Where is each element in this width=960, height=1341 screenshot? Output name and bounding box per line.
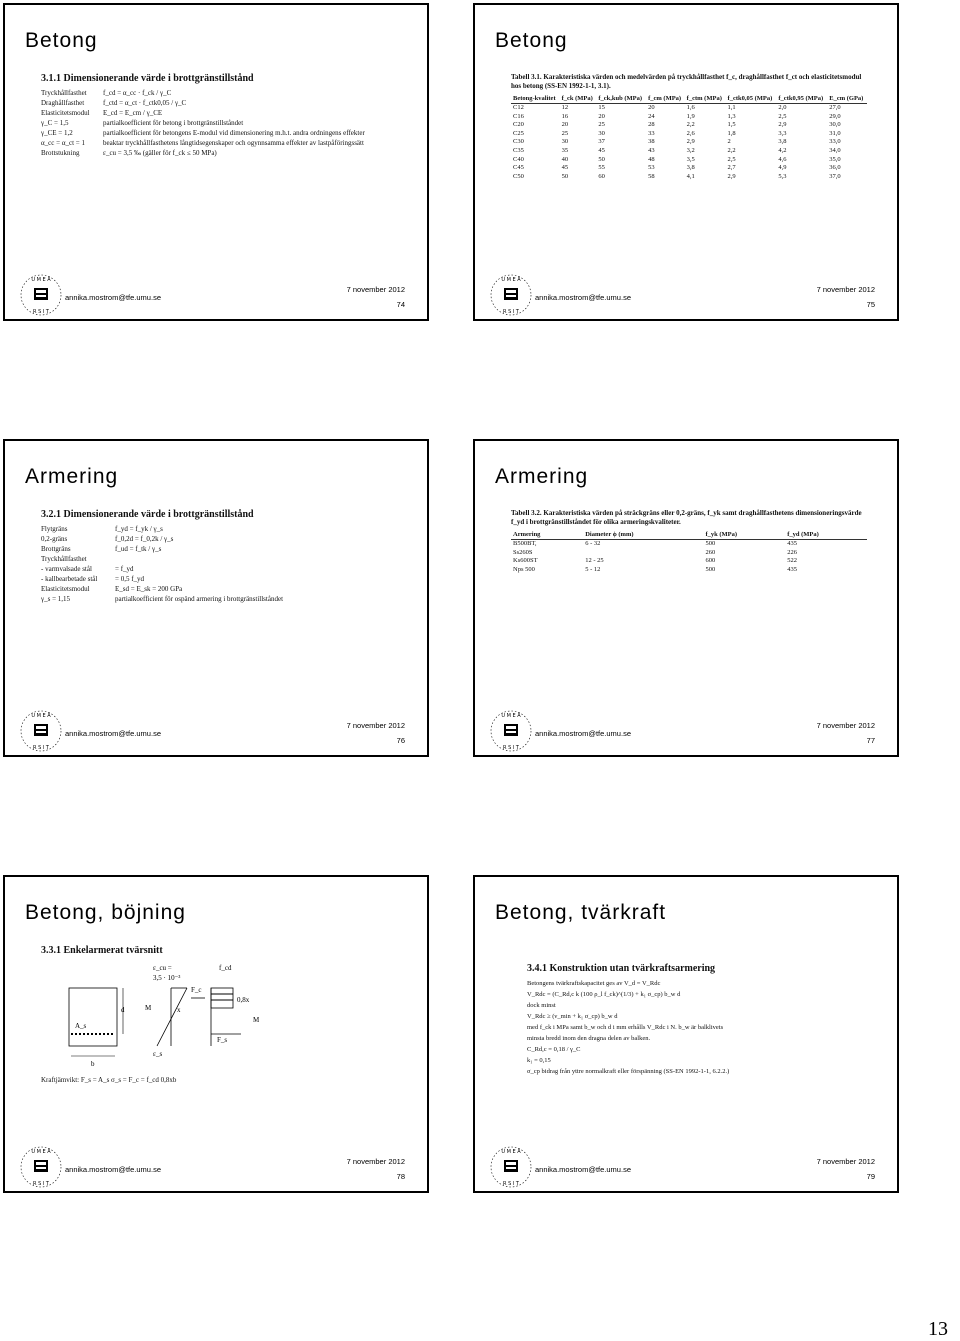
slide-number: 79 <box>866 1172 875 1181</box>
table-header-cell: Betong-kvalitet <box>511 94 560 104</box>
definition-value: partialkoefficient för betongens E-modul vid dimensionering m.h.t. andra ordningens effekter <box>103 129 365 137</box>
table-cell: 2,5 <box>727 155 736 163</box>
table-cell: 50 <box>598 155 605 163</box>
definition-term: Tryckhållfasthet <box>41 555 87 563</box>
diagram-label: b <box>91 1060 95 1068</box>
table-cell: 45 <box>561 164 569 172</box>
definition-value: partialkoefficient för betong i brottgränstillståndet <box>103 119 244 127</box>
slide <box>3 3 429 321</box>
table-cell: 500 <box>705 565 716 573</box>
table-cell: 5 - 12 <box>585 565 601 573</box>
slide-number: 78 <box>396 1172 405 1181</box>
table-cell: 29,0 <box>829 112 841 120</box>
slide <box>3 439 429 757</box>
table-cell: 35 <box>561 146 569 154</box>
formula-line: V_Rdc ≥ (ν_min + k₁ σ_cp) b_w d <box>527 1013 618 1020</box>
svg-text:R S I T: R S I T <box>503 1181 519 1187</box>
definition-term: Draghållfasthet <box>41 99 85 107</box>
slide-title: Armering <box>495 465 589 488</box>
definition-row <box>41 88 397 98</box>
slide-content <box>41 509 397 689</box>
table-row <box>511 557 867 566</box>
definition-row <box>41 554 397 564</box>
diagram-label: M <box>145 1004 152 1012</box>
definition-term: γ_C = 1,5 <box>41 119 69 127</box>
university-logo-icon <box>489 709 533 753</box>
slide-number: 77 <box>866 736 875 745</box>
table-cell: C50 <box>513 172 524 180</box>
footer-logo <box>489 273 533 317</box>
table-cell: 20 <box>598 112 605 120</box>
formula-line: minsta bredd inom den dragna delen av balken. <box>527 1035 651 1042</box>
table-cell: 2,2 <box>686 121 695 129</box>
data-table <box>511 94 867 181</box>
footer-date: 7 november 2012 <box>816 721 875 730</box>
table-row <box>511 104 867 113</box>
slide <box>3 875 429 1193</box>
slide-content <box>511 73 867 253</box>
table-cell: Ks600ST <box>513 557 538 565</box>
table-cell: 260 <box>705 548 716 556</box>
table-cell: 2,2 <box>727 146 736 154</box>
slide-number: 76 <box>396 736 405 745</box>
table-cell: 5,3 <box>778 172 787 180</box>
table-cell: 1,3 <box>727 112 736 120</box>
table-header-cell: f_yd (MPa) <box>785 530 867 540</box>
definition-term: - kallbearbetade stål <box>41 575 98 583</box>
definition-value: ε_cu = 3,5 ‰ (gäller för f_ck ≤ 50 MPa) <box>103 149 217 157</box>
table-cell: 43 <box>648 146 655 154</box>
definition-value: f_ctd = α_ct · f_ctk0,05 / γ_C <box>103 99 187 107</box>
definition-term: - varmvalsade stål <box>41 565 92 573</box>
formula-line: V_Rdc = (C_Rd,c k (100 ρ_l f_ck)^(1/3) + k₁ σ_cp) b_w d <box>527 991 681 998</box>
formula-line: k₁ = 0,15 <box>527 1057 551 1064</box>
definition-term: γ_CE = 1,2 <box>41 129 73 137</box>
table-cell: 12 <box>561 104 569 111</box>
table-cell: 2,0 <box>778 104 787 111</box>
definition-value: = 0,5 f_yd <box>115 575 145 583</box>
definition-value: f_yd = f_yk / γ_s <box>115 525 163 533</box>
footer-logo <box>489 1145 533 1189</box>
table-cell: 33 <box>648 129 655 137</box>
table-row <box>511 540 867 549</box>
slide-content <box>511 509 867 689</box>
table-cell: C25 <box>513 129 524 137</box>
svg-text:U M E Å: U M E Å <box>501 277 521 283</box>
diagram-label: d <box>121 1006 125 1014</box>
formula-line: Betongens tvärkraftskapacitet ges av V_d = V_Rdc <box>527 980 661 987</box>
table-cell: 226 <box>787 548 797 556</box>
formula-line: C_Rd,c = 0,18 / γ_C <box>527 1046 581 1053</box>
table-cell: 27,0 <box>829 104 841 111</box>
table-cell: 25 <box>561 129 569 137</box>
table-cell: 25 <box>598 121 605 129</box>
table-cell: 16 <box>561 112 569 120</box>
definition-value: E_sd = E_sk = 200 GPa <box>115 585 183 593</box>
definition-row <box>41 534 397 544</box>
table-cell: Nps 500 <box>513 565 535 573</box>
table-cell: 4,2 <box>778 146 787 154</box>
cross-section-diagram <box>41 960 281 1070</box>
definition-row <box>41 128 397 138</box>
diagram-label: F_s <box>217 1036 228 1044</box>
footer-email: annika.mostrom@tfe.umu.se <box>65 729 161 738</box>
table-cell: C20 <box>513 121 524 129</box>
table-cell: Ss260S <box>513 548 533 556</box>
table-cell: C40 <box>513 155 524 163</box>
table-header-cell: f_ctk0,05 (MPa) <box>726 94 777 104</box>
table-cell: 1,9 <box>686 112 695 120</box>
table-header-cell: f_ck (MPa) <box>560 94 597 104</box>
section-heading: 3.2.1 Dimensionerande värde i brottgränstillstånd <box>41 509 254 520</box>
table-cell: 30 <box>561 138 569 146</box>
table-cell: 3,8 <box>778 138 787 146</box>
definition-term: Brottstukning <box>41 149 80 157</box>
equilibrium-equation: Kraftjämvikt: F_s = A_s σ_s = F_c = f_cd 0,8xb <box>41 1076 177 1084</box>
footer-email: annika.mostrom@tfe.umu.se <box>65 1165 161 1174</box>
slide-title: Betong <box>25 29 98 52</box>
diagram-label: x <box>177 1006 181 1014</box>
footer-date: 7 november 2012 <box>346 1157 405 1166</box>
definition-term: Elasticitetsmodul <box>41 109 90 117</box>
table-cell: 34,0 <box>829 146 841 154</box>
table-cell: 1,6 <box>686 104 695 111</box>
footer-email: annika.mostrom@tfe.umu.se <box>535 1165 631 1174</box>
table-cell: 2,9 <box>686 138 695 146</box>
definition-row <box>41 98 397 108</box>
table-cell: 36,0 <box>829 164 841 172</box>
footer-date: 7 november 2012 <box>346 285 405 294</box>
university-logo-icon <box>489 1145 533 1189</box>
slide-content <box>41 73 397 253</box>
table-caption: Tabell 3.1. Karakteristiska värden och medelvärden på tryckhållfasthet f_c, draghållfasthet f_ct och elasticitetsmodul hos betong (SS-EN 1992-1-1, 3.1). <box>511 73 862 90</box>
table-cell: 30 <box>598 129 605 137</box>
table-cell: 60 <box>598 172 605 180</box>
university-logo-icon <box>19 273 63 317</box>
table-cell: 1,5 <box>727 121 736 129</box>
definition-row <box>41 594 397 604</box>
definition-row <box>41 574 397 584</box>
formula-line: med f_ck i MPa samt b_w och d i mm erhålls V_Rdc i N. b_w är balklivets <box>527 1024 724 1031</box>
table-cell: 1,8 <box>727 129 736 137</box>
table-cell: C45 <box>513 164 524 172</box>
table-cell: 20 <box>648 104 655 111</box>
slide-title: Betong, tvärkraft <box>495 901 667 924</box>
diagram-label: 3,5 · 10⁻³ <box>153 974 181 982</box>
definition-value: beaktar tryckhållfasthetens långtidsegenskaper och ogynnsamma effekter av lastpåföringssätt <box>103 139 364 147</box>
university-logo-icon <box>19 1145 63 1189</box>
table-cell: 4,1 <box>686 172 695 180</box>
table-cell: 37 <box>598 138 605 146</box>
table-cell: 24 <box>648 112 655 120</box>
university-logo-icon <box>19 709 63 753</box>
section-heading: 3.4.1 Konstruktion utan tvärkraftsarmering <box>527 963 716 974</box>
table-cell: 31,0 <box>829 129 841 137</box>
data-table <box>511 530 867 574</box>
footer-logo <box>19 1145 63 1189</box>
definition-value: f_ud = f_tk / γ_s <box>115 545 162 553</box>
table-cell: C35 <box>513 146 524 154</box>
diagram-label: ε_cu = <box>153 964 172 972</box>
svg-text:R S I T: R S I T <box>503 745 519 751</box>
definition-value: = f_yd <box>115 565 134 573</box>
table-row <box>511 156 867 165</box>
slide <box>473 3 899 321</box>
table-header-cell: f_yk (MPa) <box>703 530 785 540</box>
table-cell: 2,5 <box>778 112 787 120</box>
table-cell: C30 <box>513 138 524 146</box>
table-header-cell: E_cm (GPa) <box>827 94 867 104</box>
slide-number: 74 <box>396 300 405 309</box>
table-cell: 53 <box>648 164 655 172</box>
table-header-cell: f_ctm (MPa) <box>685 94 726 104</box>
table-cell: 1,1 <box>727 104 736 111</box>
formula-line: σ_cp bidrag från yttre normalkraft eller förspänning (SS-EN 1992-1-1, 6.2.2.) <box>527 1068 730 1075</box>
table-header-cell: f_ctk0,95 (MPa) <box>776 94 827 104</box>
table-cell: B500BT, <box>513 540 537 547</box>
slide-title: Armering <box>25 465 119 488</box>
slide <box>473 875 899 1193</box>
table-cell: 12 - 25 <box>585 557 604 565</box>
footer-date: 7 november 2012 <box>346 721 405 730</box>
table-cell: C16 <box>513 112 524 120</box>
definition-row <box>41 118 397 128</box>
table-cell: 2,6 <box>686 129 695 137</box>
definition-value: f_cd = α_cc · f_ck / γ_C <box>103 89 172 97</box>
table-cell: 3,5 <box>686 155 695 163</box>
slide-content <box>527 963 883 1143</box>
svg-text:R S I T: R S I T <box>33 745 49 751</box>
table-row <box>511 138 867 147</box>
table-header-cell: Diameter ϕ (mm) <box>583 530 703 540</box>
definition-row <box>41 564 397 574</box>
table-cell: 600 <box>705 557 716 565</box>
table-cell: 3,2 <box>686 146 695 154</box>
university-logo-icon <box>489 273 533 317</box>
table-cell: 35,0 <box>829 155 841 163</box>
table-cell: 38 <box>648 138 655 146</box>
table-cell: 6 - 32 <box>585 540 601 547</box>
table-cell: 4,6 <box>778 155 787 163</box>
footer-email: annika.mostrom@tfe.umu.se <box>535 293 631 302</box>
svg-text:U M E Å: U M E Å <box>501 1149 521 1155</box>
table-cell: 2,7 <box>727 164 736 172</box>
table-cell: 45 <box>598 146 605 154</box>
table-row <box>511 549 867 558</box>
diagram-label: F_c <box>191 986 202 994</box>
footer-email: annika.mostrom@tfe.umu.se <box>535 729 631 738</box>
definition-term: Tryckhållfasthet <box>41 89 87 97</box>
footer-date: 7 november 2012 <box>816 1157 875 1166</box>
table-cell: 2 <box>727 138 731 146</box>
table-cell: 33,0 <box>829 138 841 146</box>
table-row <box>511 164 867 173</box>
table-cell: 3,3 <box>778 129 787 137</box>
diagram-label: A_s <box>75 1022 87 1030</box>
table-cell: 50 <box>561 172 569 180</box>
table-cell: 37,0 <box>829 172 841 180</box>
diagram-label: ε_s <box>153 1050 163 1058</box>
table-cell: 58 <box>648 172 655 180</box>
table-cell <box>583 549 703 558</box>
table-caption: Tabell 3.2. Karakteristiska värden på sträckgräns eller 0,2-gräns, f_yk samt draghållfasthetens dimensioneringsvärde f_yd i brottgränstillståndet för olika armeringskvaliteter. <box>511 509 862 526</box>
svg-text:U M E Å: U M E Å <box>31 713 51 719</box>
definition-value: E_cd = E_cm / γ_CE <box>103 109 163 117</box>
slide-content <box>41 945 397 1125</box>
footer-date: 7 november 2012 <box>816 285 875 294</box>
definition-row <box>41 584 397 594</box>
definition-term: γ_s = 1,15 <box>41 595 71 603</box>
slide-number: 75 <box>866 300 875 309</box>
slide-title: Betong, böjning <box>25 901 186 924</box>
definition-row <box>41 108 397 118</box>
section-heading: 3.1.1 Dimensionerande värde i brottgränstillstånd <box>41 73 254 84</box>
table-cell: 2,9 <box>778 121 787 129</box>
page-number: 13 <box>928 1318 948 1340</box>
footer-logo <box>489 709 533 753</box>
table-row <box>511 121 867 130</box>
diagram-label: f_cd <box>219 964 232 972</box>
table-cell: 30,0 <box>829 121 841 129</box>
table-row <box>511 173 867 182</box>
table-cell: 435 <box>787 565 797 573</box>
table-header-cell: Armering <box>511 530 583 540</box>
svg-text:R S I T: R S I T <box>503 309 519 315</box>
footer-logo <box>19 709 63 753</box>
definition-term: Elasticitetsmodul <box>41 585 90 593</box>
definition-row <box>41 148 397 158</box>
svg-text:R S I T: R S I T <box>33 1181 49 1187</box>
section-heading: 3.3.1 Enkelarmerat tvärsnitt <box>41 945 163 956</box>
formula-line: dock minst <box>527 1002 556 1009</box>
diagram-label: M <box>253 1016 260 1024</box>
table-cell: 522 <box>787 557 797 565</box>
table-header-cell: f_cm (MPa) <box>646 94 685 104</box>
table-cell: 500 <box>705 540 716 547</box>
table-cell: 4,9 <box>778 164 787 172</box>
table-cell: 15 <box>598 104 605 111</box>
definition-row <box>41 138 397 148</box>
definition-term: α_cc = α_ct = 1 <box>41 139 85 147</box>
svg-text:R S I T: R S I T <box>33 309 49 315</box>
table-row <box>511 147 867 156</box>
table-cell: 28 <box>648 121 655 129</box>
definition-value: partialkoefficient för ospänd armering i brottgränstillståndet <box>115 595 284 603</box>
definition-term: 0,2-gräns <box>41 535 68 543</box>
table-cell: 48 <box>648 155 655 163</box>
definition-row <box>41 524 397 534</box>
table-cell: 3,8 <box>686 164 695 172</box>
table-header-cell: f_ck,kub (MPa) <box>596 94 646 104</box>
slide-title: Betong <box>495 29 568 52</box>
svg-text:U M E Å: U M E Å <box>31 277 51 283</box>
definition-value <box>115 554 397 564</box>
footer-email: annika.mostrom@tfe.umu.se <box>65 293 161 302</box>
slide <box>473 439 899 757</box>
definition-term: Flytgräns <box>41 525 68 533</box>
definition-term: Brottgräns <box>41 545 71 553</box>
table-row <box>511 113 867 122</box>
table-cell: C12 <box>513 104 524 111</box>
svg-text:U M E Å: U M E Å <box>31 1149 51 1155</box>
table-row <box>511 130 867 139</box>
definition-row <box>41 544 397 554</box>
definition-value: f_0,2d = f_0,2k / γ_s <box>115 535 174 543</box>
svg-text:U M E Å: U M E Å <box>501 713 521 719</box>
table-row <box>511 566 867 575</box>
table-cell: 55 <box>598 164 605 172</box>
table-cell: 40 <box>561 155 569 163</box>
table-cell: 20 <box>561 121 569 129</box>
diagram-label: 0,8x <box>237 996 250 1004</box>
footer-logo <box>19 273 63 317</box>
table-cell: 435 <box>787 540 797 547</box>
table-cell: 2,9 <box>727 172 736 180</box>
